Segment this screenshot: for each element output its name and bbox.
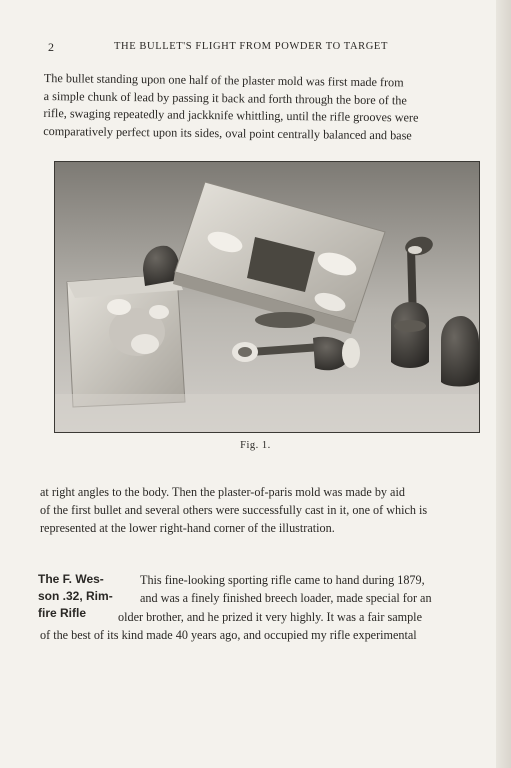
text-line: of the best of its kind made 40 years ago, and occupied my rifle experimental: [40, 628, 417, 643]
running-header: [44, 40, 484, 56]
side-heading-line: The F. Wes-: [38, 572, 104, 586]
paragraph-2: [40, 483, 488, 538]
paragraph-3: [40, 571, 490, 645]
text-line: This fine-looking sporting rifle came to hand during 1879,: [140, 573, 425, 587]
text-line: of the first bullet and several others were successfully cast in it, one of which is: [40, 503, 428, 518]
text-line: represented at the lower right-hand corner of the illustration.: [40, 521, 335, 536]
text-line: older brother, and he prized it very highly. It was a fair sample: [118, 609, 422, 624]
figure-caption: Fig. 1.: [240, 440, 271, 451]
running-title: THE BULLET'S FLIGHT FROM POWDER TO TARGET: [114, 41, 388, 52]
text-line: and was a finely finished breech loader, made special for an: [140, 591, 432, 606]
page-edge: [496, 0, 511, 768]
text-line: comparatively perfect upon its sides, oval point centrally balanced and base: [43, 123, 412, 143]
text-line: rifle, swaging repeatedly and jackknife whittling, until the rifle grooves were: [43, 106, 419, 125]
paragraph-1: [43, 70, 480, 146]
side-heading-line: son .32, Rim-: [38, 589, 113, 603]
side-heading-line: fire Rifle: [38, 606, 87, 620]
text-line: a simple chunk of lead by passing it back and forth through the bore of the: [43, 88, 407, 108]
figure-photograph: [54, 161, 480, 433]
text-line: at right angles to the body. Then the plaster-of-paris mold was made by aid: [40, 485, 405, 499]
text-line: The bullet standing upon one half of the plaster mold was first made from: [43, 70, 404, 90]
page-number: 2: [48, 40, 55, 54]
